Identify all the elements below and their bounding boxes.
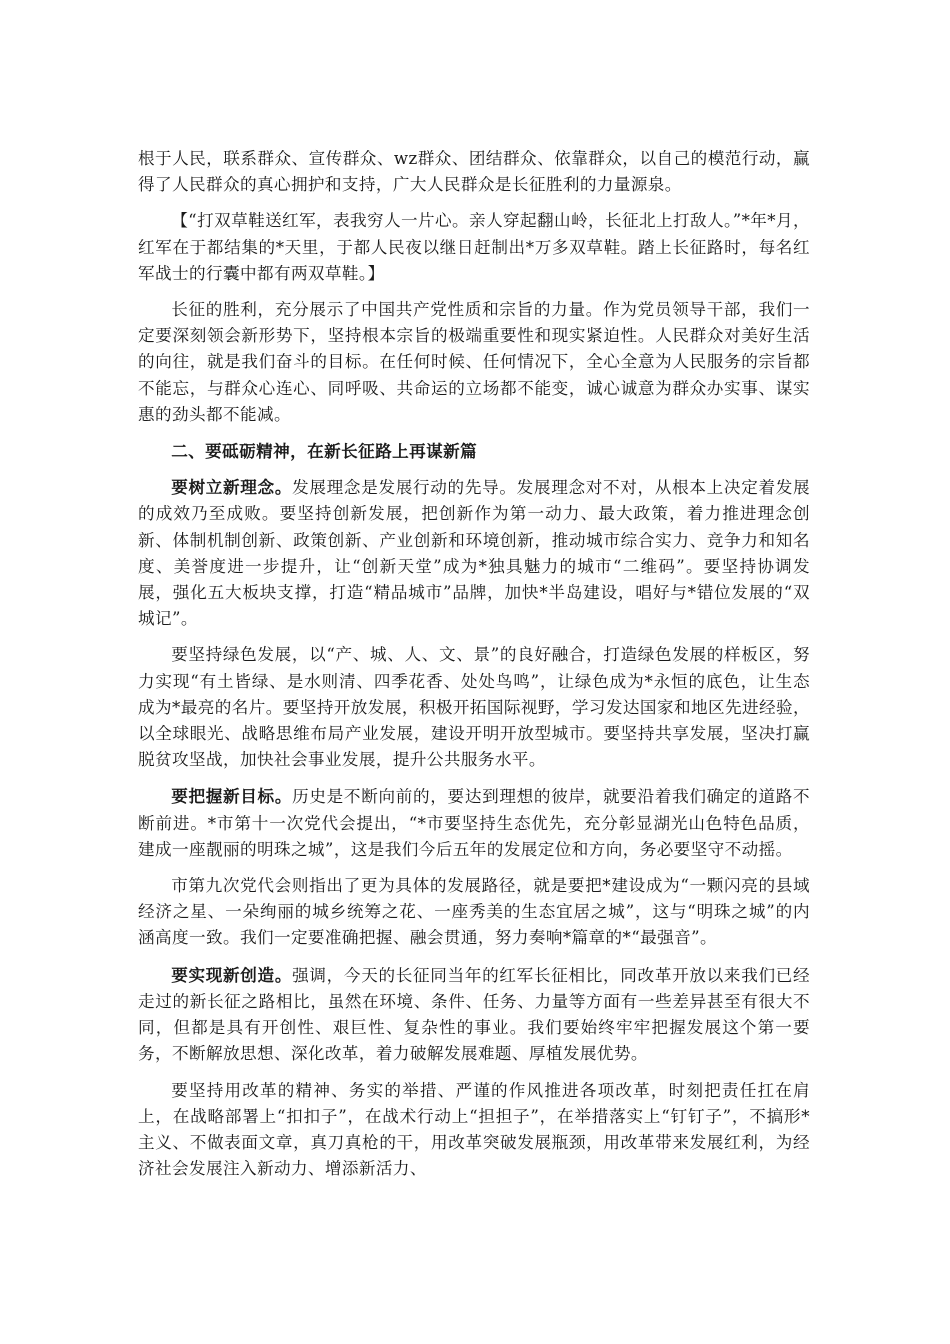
paragraph-text: 发展理念是发展行动的先导。发展理念对不对，从根本上决定着发展的成效乃至成败。要坚持创新发展，把创新作为第一动力、最大政策，着力推进理念创新、体制机制创新、政策创新、产业创新和环境创新，推动城市综合实力、竞争力和知名度、美誉度进一步提升，让“创新天堂”成为*独具魅力的城市“二维码”。要坚持协调发展，强化五大板块支撑，打造“精品城市”品牌，加快*半岛建设，唱好与*错位发展的“双城记”。: [138, 478, 811, 629]
paragraph-text: 历史是不断向前的，要达到理想的彼岸，就要沿着我们确定的道路不断前进。*市第十一次党代会提出，“*市要坚持生态优先，充分彰显湖光山色特色品质，建成一座靓丽的明珠之城”，这是我们今后五年的发展定位和方向，务必要坚守不动摇。: [138, 787, 811, 859]
paragraph-ninth-congress: [138, 873, 810, 952]
paragraph-new-creation: [138, 962, 810, 1068]
paragraph-lead: 要树立新理念。: [171, 477, 293, 498]
paragraph-text: 根于人民，联系群众、宣传群众、wz群众、团结群众、依靠群众，以自己的模范行动，赢得了人民群众的真心拥护和支持，广大人民群众是长征胜利的力量源泉。: [138, 149, 810, 195]
paragraph-text: 强调，今天的长征同当年的红军长征相比，同改革开放以来我们已经走过的新长征之路相比，虽然在环境、条件、任务、力量等方面有一些差异甚至有很大不同，但都是具有开创性、艰巨性、复杂性的事业。我们要始终牢牢把握发展这个第一要务，不断解放思想、深化改革，着力破解发展难题、厚植发展优势。: [138, 965, 811, 1064]
paragraph-reform-spirit: [138, 1078, 810, 1183]
paragraph-text: 长征的胜利，充分展示了中国共产党性质和宗旨的力量。作为党员领导干部，我们一定要深刻领会新形势下，坚持根本宗旨的极端重要性和现实紧迫性。人民群众对美好生活的向往，就是我们奋斗的目标。在任何时候、任何情况下，全心全意为人民服务的宗旨都不能忘，与群众心连心、同呼吸、共命运的立场都不能变，诚心诚意为群众办实事、谋实惠的劲头都不能减。: [138, 300, 810, 424]
paragraph-text: 要坚持绿色发展，以“产、城、人、文、景”的良好融合，打造绿色发展的样板区，努力实现“有土皆绿、是水则清、四季花香、处处鸟鸣”，让绿色成为*永恒的底色，让生态成为*最亮的名片。要坚持开放发展，积极开拓国际视野，学习发达国家和地区先进经验，以全球眼光、战略思维布局产业发展，建设开明开放型城市。要坚持共享发展，坚决打赢脱贫攻坚战，加快社会事业发展，提升公共服务水平。: [138, 645, 810, 770]
paragraph-text: 【“打双草鞋送红军，表我穷人一片心。亲人穿起翻山岭，长征北上打敌人。”*年*月，红军在于都结集的*天里，于都人民夜以继日赶制出*万多双草鞋。踏上长征路时，每名红军战士的行囊中都有两双草鞋。】: [138, 211, 810, 283]
section-heading-text: 二、要砥砺精神，在新长征路上再谋新篇: [171, 441, 478, 462]
paragraph-green-development: [138, 642, 810, 773]
paragraph-text: 要坚持用改革的精神、务实的举措、严谨的作风推进各项改革，时刻把责任扛在肩上，在战略部署上“扣扣子”，在战术行动上“担担子”，在举措落实上“钉钉子”，不搞形*主义、不做表面文章，真刀真枪的干，用改革突破发展瓶颈，用改革带来发展红利，为经济社会发展注入新动力、增添新活力、: [138, 1080, 810, 1179]
paragraph-long-march-victory: [138, 297, 810, 428]
section-heading-2: [138, 438, 810, 464]
paragraph-lead: 要实现新创造。: [171, 964, 293, 985]
paragraph-lead: 要把握新目标。: [171, 786, 293, 807]
document-page: [138, 146, 810, 1192]
paragraph-quote-straw-sandals: [138, 208, 810, 287]
paragraph-text: 市第九次党代会则指出了更为具体的发展路径，就是要把*建设成为“一颗闪亮的县域经济之星、一朵绚丽的城乡统筹之花、一座秀美的生态宜居之城”，这与“明珠之城”的内涵高度一致。我们一定要准确把握、融会贯通，努力奏响*篇章的*“最强音”。: [138, 876, 810, 948]
paragraph-new-goals: [138, 783, 810, 863]
paragraph-new-concepts: [138, 474, 810, 632]
paragraph-intro-continued: [138, 146, 810, 198]
